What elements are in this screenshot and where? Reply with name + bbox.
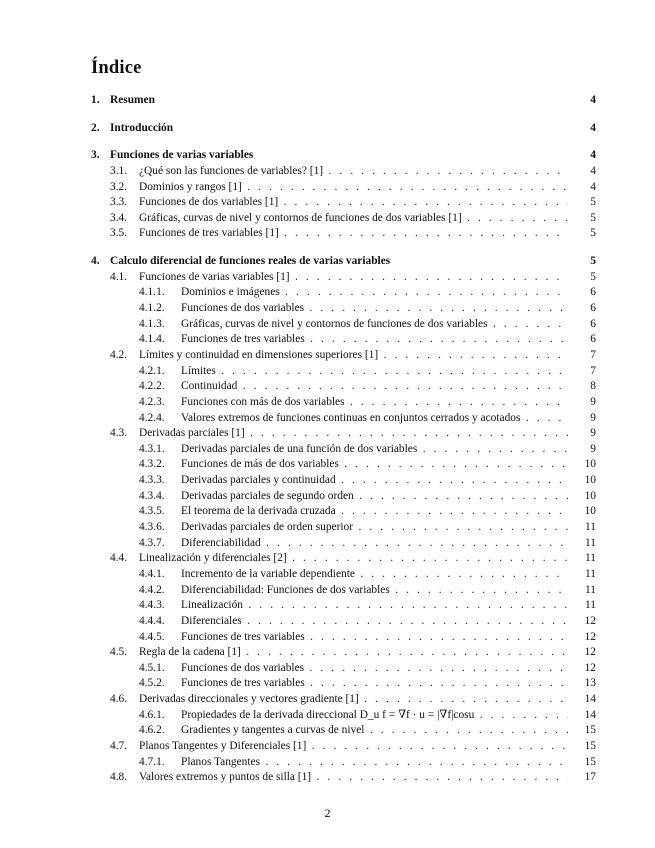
toc-entry-number: 4.6. <box>110 693 128 706</box>
toc-entry-title: Planos Tangentes y Diferenciales [1] . . . <box>139 739 568 755</box>
toc-entry-page: 13 <box>584 677 596 690</box>
toc-subsubsection[interactable] <box>91 504 596 520</box>
toc-subsubsection[interactable] <box>91 489 596 505</box>
toc-entry-page: 9 <box>590 427 596 440</box>
toc-entry-number: 4.2.3. <box>139 395 165 408</box>
toc-entry-number: 4.4.4. <box>139 614 165 627</box>
toc-entry-page: 4 <box>590 164 596 177</box>
toc-entry-page: 12 <box>584 614 596 627</box>
toc-entry-page: 6 <box>590 317 596 330</box>
toc-entry-number: 4.2.1. <box>139 364 165 377</box>
toc-entry-page: 5 <box>590 211 596 224</box>
toc-entry-title: Funciones de tres variables [1] . . . <box>139 226 568 242</box>
toc-entry-number: 4.1.3. <box>139 317 165 330</box>
toc-entry-title: Funciones de varias variables <box>110 149 254 162</box>
toc-entry-number: 4.3.2. <box>139 458 165 471</box>
toc-entry-title: Linealización y diferenciales [2] . . . <box>139 551 568 567</box>
toc-subsubsection[interactable] <box>91 676 596 692</box>
toc-entry-title: Diferenciabilidad: Funciones de dos variables . . . <box>181 583 568 599</box>
toc-entry-page: 7 <box>590 364 596 377</box>
toc-entry-title: Resumen <box>110 94 155 106</box>
toc-subsubsection[interactable] <box>91 442 596 458</box>
toc-entry-number: 2. <box>91 121 100 134</box>
toc-entry-number: 4.6.1. <box>139 708 165 721</box>
toc-subsubsection[interactable] <box>91 520 596 536</box>
toc-entry-page: 11 <box>585 599 596 612</box>
toc-subsubsection[interactable] <box>91 755 596 771</box>
toc-entry-number: 4.3.4. <box>139 489 165 502</box>
toc-entry-title: Calculo diferencial de funciones reales de varias variables <box>110 255 391 268</box>
toc-subsubsection[interactable] <box>91 473 596 489</box>
toc-subsubsection[interactable] <box>91 536 596 552</box>
toc-subsection[interactable] <box>91 770 596 786</box>
toc-entry-page: 11 <box>585 552 596 565</box>
toc-entry-page: 5 <box>590 227 596 240</box>
toc-subsubsection[interactable] <box>91 317 596 333</box>
toc-entry-number: 4.3.1. <box>139 442 165 455</box>
toc-subsubsection[interactable] <box>91 708 596 724</box>
toc-entry-number: 1. <box>91 94 100 106</box>
toc-entry-number: 4.4.3. <box>139 599 165 612</box>
toc-subsection[interactable] <box>91 551 596 567</box>
toc-subsection[interactable] <box>91 226 596 242</box>
toc-entry-title: Gráficas, curvas de nivel y contornos de funciones de dos variables [1] . . . <box>139 211 568 227</box>
toc-entry-number: 4.6.2. <box>139 724 165 737</box>
toc-entry-page: 11 <box>585 536 596 549</box>
toc-entry-number: 3.5. <box>110 227 128 240</box>
toc-entry-number: 4.3.6. <box>139 521 165 534</box>
toc-entry-number: 4.3. <box>110 427 128 440</box>
toc-entry-page: 5 <box>590 255 596 268</box>
toc-entry-title: El teorema de la derivada cruzada . . . <box>181 504 568 520</box>
toc-entry-number: 4.2.2. <box>139 380 165 393</box>
toc-entry-number: 3.4. <box>110 211 128 224</box>
toc-subsubsection[interactable] <box>91 567 596 583</box>
toc-entry-page: 10 <box>584 474 596 487</box>
toc-entry-page: 12 <box>584 630 596 643</box>
toc-entry-title: Funciones de dos variables [1] . . . <box>139 195 568 211</box>
toc-entry-title: Funciones de más de dos variables . . . <box>181 457 568 473</box>
toc-entry-title: Valores extremos de funciones continuas en conjuntos cerrados y acotados . . . <box>181 411 568 427</box>
toc-entry-title: Diferenciabilidad . . . <box>181 536 568 552</box>
toc-entry-number: 3.3. <box>110 196 128 209</box>
toc-entry-page: 11 <box>585 521 596 534</box>
toc-subsubsection[interactable] <box>91 723 596 739</box>
toc-subsubsection[interactable] <box>91 364 596 380</box>
toc-subsection[interactable] <box>91 426 596 442</box>
toc-title: Índice <box>91 58 142 78</box>
toc-subsection[interactable] <box>91 692 596 708</box>
toc-entry-number: 4.3.3. <box>139 474 165 487</box>
toc-entry-title: Propiedades de la derivada direccional D_u f = ∇f · u = |∇f|cosu . . . <box>181 708 568 724</box>
toc-subsection[interactable] <box>91 195 596 211</box>
toc-subsection[interactable] <box>91 348 596 364</box>
toc-entry-page: 6 <box>590 302 596 315</box>
toc-entry-page: 11 <box>585 583 596 596</box>
toc-subsubsection[interactable] <box>91 630 596 646</box>
toc-entry-page: 9 <box>590 395 596 408</box>
toc-entry-number: 3.1. <box>110 164 128 177</box>
toc-subsubsection[interactable] <box>91 301 596 317</box>
toc-subsubsection[interactable] <box>91 395 596 411</box>
toc-entry-title: Regla de la cadena [1] . . . <box>139 645 568 661</box>
toc-entry-page: 10 <box>584 505 596 518</box>
toc-entry-title: Gradientes y tangentes a curvas de nivel . . . <box>181 723 568 739</box>
toc-entry-page: 4 <box>590 121 596 134</box>
toc-entry-page: 15 <box>584 724 596 737</box>
toc-entry-title: Derivadas parciales [1] . . . <box>139 426 568 442</box>
toc-entry-number: 4. <box>91 255 100 268</box>
toc-entry-title: Derivadas parciales y continuidad . . . <box>181 473 568 489</box>
toc-section[interactable] <box>91 121 596 137</box>
toc-entry-title: Funciones de varias variables [1] . . . <box>139 270 568 286</box>
toc-entry-title: Dominios e imágenes . . . <box>181 285 568 301</box>
toc-entry-number: 4.1. <box>110 270 128 283</box>
toc-subsubsection[interactable] <box>91 285 596 301</box>
toc-subsection[interactable] <box>91 180 596 196</box>
toc-entry-page: 11 <box>585 567 596 580</box>
toc-entry-title: Incremento de la variable dependiente . . . <box>181 567 568 583</box>
toc-subsubsection[interactable] <box>91 583 596 599</box>
toc-entry-title: Continuidad . . . <box>181 379 568 395</box>
toc-entry-page: 4 <box>590 149 596 162</box>
toc-entry-page: 14 <box>584 708 596 721</box>
toc-section[interactable] <box>91 148 596 164</box>
toc-subsubsection[interactable] <box>91 614 596 630</box>
toc-entry-page: 6 <box>590 286 596 299</box>
toc-entry-page: 4 <box>590 180 596 193</box>
toc-entry-title: Introducción <box>110 121 174 134</box>
toc-entry-number: 4.1.1. <box>139 286 165 299</box>
table-of-contents <box>91 93 596 786</box>
toc-entry-title: Derivadas parciales de orden superior . . . <box>181 520 568 536</box>
toc-entry-page: 12 <box>584 661 596 674</box>
toc-subsubsection[interactable] <box>91 457 596 473</box>
toc-entry-number: 4.4.2. <box>139 583 165 596</box>
toc-entry-title: ¿Qué son las funciones de variables? [1] . . . <box>139 164 568 180</box>
toc-entry-title: Dominios y rangos [1] . . . <box>139 180 568 196</box>
toc-entry-title: Funciones de tres variables . . . <box>181 332 568 348</box>
toc-subsection[interactable] <box>91 164 596 180</box>
toc-entry-number: 4.5.2. <box>139 677 165 690</box>
toc-entry-title: Diferenciales . . . <box>181 614 568 630</box>
toc-entry-number: 3. <box>91 149 100 162</box>
toc-entry-number: 4.4. <box>110 552 128 565</box>
toc-entry-number: 4.7.1. <box>139 755 165 768</box>
toc-entry-page: 10 <box>584 458 596 471</box>
toc-entry-page: 9 <box>590 411 596 424</box>
toc-entry-title: Límites y continuidad en dimensiones superiores [1] . . . <box>139 348 568 364</box>
toc-subsection[interactable] <box>91 645 596 661</box>
toc-entry-page: 7 <box>590 348 596 361</box>
toc-entry-page: 5 <box>590 270 596 283</box>
toc-entry-number: 4.8. <box>110 771 128 784</box>
toc-entry-number: 4.1.2. <box>139 302 165 315</box>
toc-entry-page: 9 <box>590 442 596 455</box>
toc-entry-title: Derivadas direccionales y vectores gradiente [1] . . . <box>139 692 568 708</box>
toc-entry-number: 4.4.5. <box>139 630 165 643</box>
toc-entry-number: 4.3.5. <box>139 505 165 518</box>
toc-entry-title: Funciones de tres variables . . . <box>181 630 568 646</box>
toc-entry-page: 10 <box>584 489 596 502</box>
toc-entry-title: Límites . . . <box>181 364 568 380</box>
toc-entry-page: 5 <box>590 196 596 209</box>
toc-subsubsection[interactable] <box>91 332 596 348</box>
toc-entry-title: Derivadas parciales de una función de dos variables . . . <box>181 442 568 458</box>
toc-entry-number: 4.2. <box>110 348 128 361</box>
toc-subsection[interactable] <box>91 739 596 755</box>
toc-subsubsection[interactable] <box>91 379 596 395</box>
toc-entry-title: Funciones de tres variables . . . <box>181 676 568 692</box>
toc-entry-title: Derivadas parciales de segundo orden . . . <box>181 489 568 505</box>
toc-entry-page: 4 <box>590 94 596 106</box>
toc-subsection[interactable] <box>91 211 596 227</box>
toc-entry-title: Funciones con más de dos variables . . . <box>181 395 568 411</box>
toc-entry-page: 15 <box>584 755 596 768</box>
toc-entry-page: 12 <box>584 646 596 659</box>
toc-entry-title: Funciones de dos variables . . . <box>181 661 568 677</box>
toc-entry-number: 3.2. <box>110 180 128 193</box>
toc-subsubsection[interactable] <box>91 411 596 427</box>
toc-subsubsection[interactable] <box>91 598 596 614</box>
toc-entry-number: 4.7. <box>110 739 128 752</box>
toc-section[interactable] <box>91 254 596 270</box>
toc-entry-page: 15 <box>584 739 596 752</box>
toc-entry-number: 4.4.1. <box>139 567 165 580</box>
toc-subsubsection[interactable] <box>91 661 596 677</box>
toc-entry-page: 17 <box>584 771 596 784</box>
toc-subsection[interactable] <box>91 270 596 286</box>
toc-entry-page: 14 <box>584 693 596 706</box>
toc-section[interactable] <box>91 93 596 109</box>
toc-entry-number: 4.5.1. <box>139 661 165 674</box>
page-number: 2 <box>324 806 331 820</box>
toc-entry-page: 8 <box>590 380 596 393</box>
toc-entry-title: Valores extremos y puntos de silla [1] . . . <box>139 770 568 786</box>
toc-entry-title: Gráficas, curvas de nivel y contornos de funciones de dos variables . . . <box>181 317 568 333</box>
toc-entry-title: Funciones de dos variables . . . <box>181 301 568 317</box>
toc-entry-number: 4.2.4. <box>139 411 165 424</box>
toc-entry-number: 4.1.4. <box>139 333 165 346</box>
toc-entry-page: 6 <box>590 333 596 346</box>
toc-entry-title: Planos Tangentes . . . <box>181 755 568 771</box>
toc-entry-number: 4.5. <box>110 646 128 659</box>
toc-entry-title: Linealización . . . <box>181 598 568 614</box>
toc-entry-number: 4.3.7. <box>139 536 165 549</box>
